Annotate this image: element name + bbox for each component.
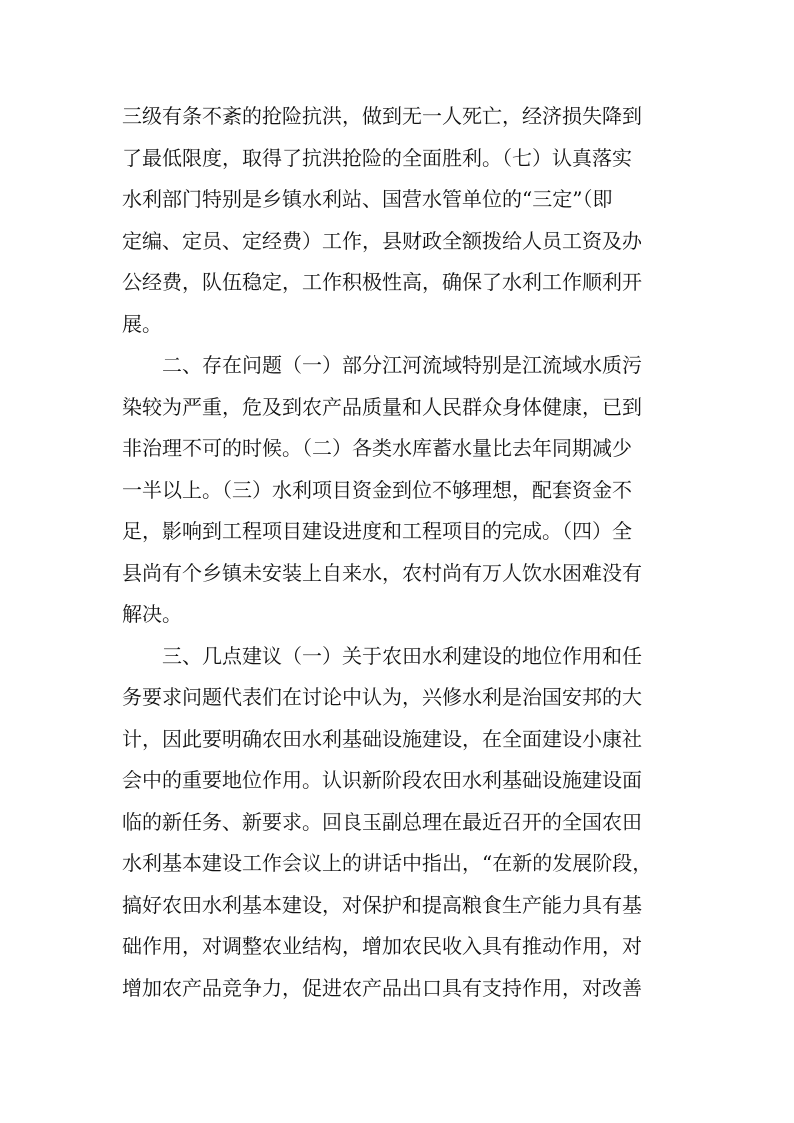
text-line: 础作用，对调整农业结构，增加农民收入具有推动作用，对 [122, 934, 642, 958]
text-line: 会中的重要地位作用。认识新阶段农田水利基础设施建设面 [122, 768, 642, 792]
text-line: 三级有条不紊的抢险抗洪，做到无一人死亡，经济损失降到 [122, 104, 642, 128]
text-line: 定编、定员、定经费）工作，县财政全额拨给人员工资及办 [122, 228, 642, 253]
text-line: 染较为严重，危及到农产品质量和人民群众身体健康，已到 [122, 394, 642, 419]
text-line: 足，影响到工程项目建设进度和工程项目的完成。（四）全 [122, 519, 632, 543]
document-body [122, 96, 682, 1009]
text-line: 二、存在问题（一）部分江河流域特别是江流域水质污 [162, 353, 642, 377]
paragraph-1 [122, 96, 682, 345]
text-line: 计，因此要明确农田水利基础设施建设，在全面建设小康社 [122, 726, 642, 751]
text-line: 务要求问题代表们在讨论中认为，兴修水利是治国安邦的大 [122, 685, 642, 709]
paragraph-2 [122, 345, 682, 636]
text-line: 一半以上。（三）水利项目资金到位不够理想，配套资金不 [122, 477, 632, 502]
text-line: 县尚有个乡镇未安装上自来水，农村尚有万人饮水困难没有 [122, 560, 642, 585]
text-line: 公经费，队伍稳定，工作积极性高，确保了水利工作顺利开 [122, 270, 642, 294]
paragraph-3 [122, 636, 682, 1010]
text-line: 水利部门特别是乡镇水利站、国营水管单位的“三定”（即 [122, 187, 613, 211]
text-line: 搞好农田水利基本建设，对保护和提高粮食生产能力具有基 [122, 892, 642, 917]
text-line: 三、几点建议（一）关于农田水利建设的地位作用和任 [162, 643, 642, 668]
text-line: 展。 [122, 311, 162, 336]
text-line: 非治理不可的时候。（二）各类水库蓄水量比去年同期减少 [122, 436, 632, 460]
text-line: 临的新任务、新要求。回良玉副总理在最近召开的全国农田 [122, 809, 642, 834]
text-line: 解决。 [122, 602, 182, 626]
text-line: 水利基本建设工作会议上的讲话中指出，“在新的发展阶段， [122, 851, 653, 875]
text-line: 了最低限度，取得了抗洪抢险的全面胜利。（七）认真落实 [122, 145, 632, 170]
text-line: 增加农产品竞争力，促进农产品出口具有支持作用，对改善 [122, 975, 642, 1000]
